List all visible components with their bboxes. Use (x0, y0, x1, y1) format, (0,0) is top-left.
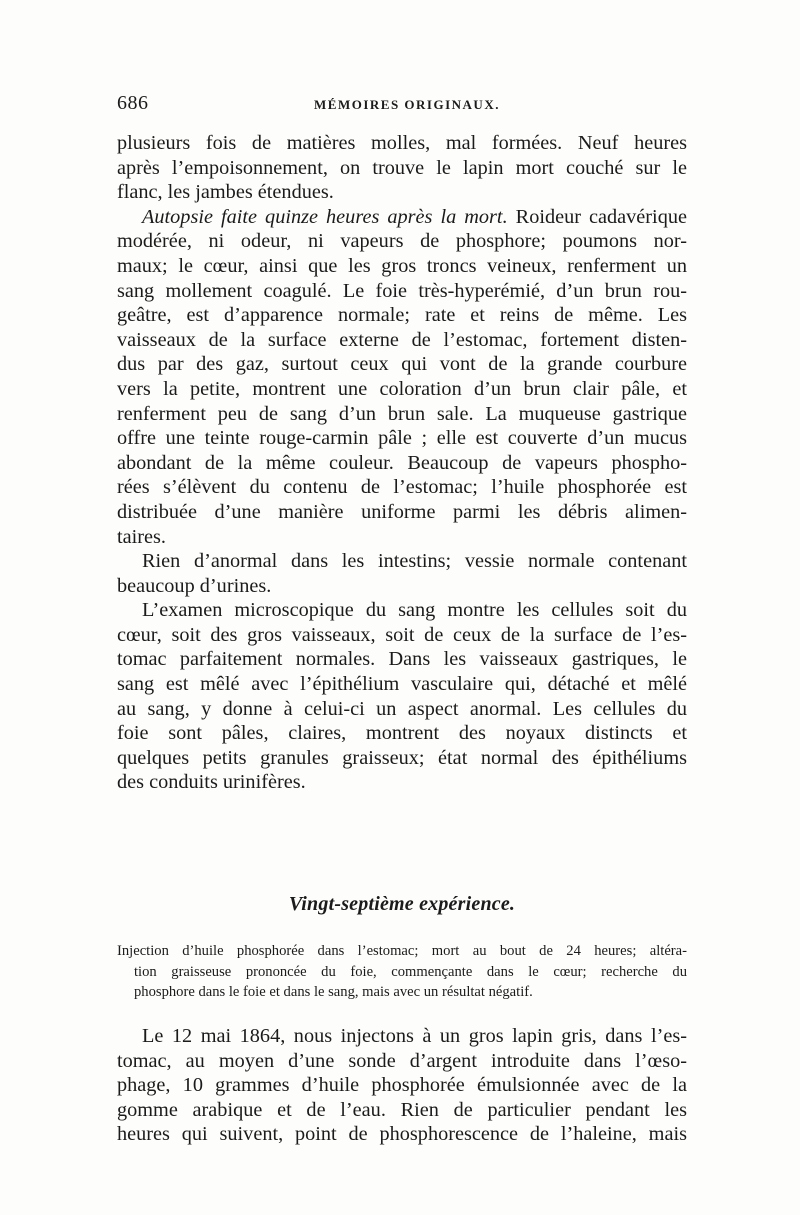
autopsy-line-rest: Roideur cadavérique (507, 205, 687, 228)
running-title: MÉMOIRES ORIGINAUX. (314, 97, 500, 112)
text-line: gomme arabique et de l’eau. Rien de particulier pendant les (117, 1098, 687, 1121)
text-line: vaisseaux de la surface externe de l’estomac, fortement disten- (117, 328, 687, 351)
experiment-summary (117, 941, 687, 1003)
text-line: renferment peu de sang d’un brun sale. La muqueuse gastrique (117, 402, 687, 425)
summary-line: tion graisseuse prononcée du foie, commençante dans le cœur; recherche du (134, 963, 687, 980)
text-line: des conduits urinifères. (117, 771, 306, 794)
text-line: modérée, ni odeur, ni vapeurs de phosphore; poumons nor- (117, 230, 687, 253)
text-line: plusieurs fois de matières molles, mal formées. Neuf heures (117, 132, 687, 154)
text-line: cœur, soit des gros vaisseaux, soit de ceux de la surface de l’es- (117, 623, 687, 646)
text-line: tomac parfaitement normales. Dans les vaisseaux gastriques, le (117, 648, 687, 671)
text-line: rées s’élèvent du contenu de l’estomac; l’huile phosphorée est (117, 476, 687, 499)
text-line: taires. (117, 525, 166, 548)
summary-line: phosphore dans le foie et dans le sang, mais avec un résultat négatif. (134, 984, 533, 1000)
text-line: vers la petite, montrent une coloration d’un brun clair pâle, et (117, 377, 687, 400)
text-line: maux; le cœur, ainsi que les gros troncs veineux, renferment un (117, 254, 687, 277)
text-line: beaucoup d’urines. (117, 574, 272, 597)
text-line: offre une teinte rouge-carmin pâle ; elle est couverte d’un mucus (117, 427, 687, 450)
text-line: quelques petits granules graisseux; état normal des épithéliums (117, 746, 687, 769)
body-text-upper (117, 131, 687, 795)
text-line: heures qui suivent, point de phosphorescence de l’haleine, mais (117, 1123, 687, 1146)
summary-line: Injection d’huile phosphorée dans l’estomac; mort au bout de 24 heures; altéra- (117, 943, 687, 959)
text-line: distribuée d’une manière uniforme parmi les débris alimen- (117, 500, 687, 523)
text-line: après l’empoisonnement, on trouve le lapin mort couché sur le (117, 156, 687, 179)
text-line: sang est mêlé avec l’épithélium vasculaire qui, détaché et mêlé (117, 673, 687, 696)
text-line: foie sont pâles, claires, montrent des noyaux distincts et (117, 722, 687, 745)
text-line: Le 12 mai 1864, nous injectons à un gros lapin gris, dans l’es- (142, 1025, 687, 1047)
text-line: flanc, les jambes étendues. (117, 181, 334, 204)
text-line: au sang, y donne à celui-ci un aspect anormal. Les cellules du (117, 697, 687, 720)
autopsy-italic-intro: Autopsie faite quinze heures après la mort. (142, 205, 508, 228)
text-line: dus par des gaz, surtout ceux qui vont de la grande courbure (117, 353, 687, 376)
text-line: Rien d’anormal dans les intestins; vessie normale contenant (142, 550, 687, 573)
section-title: Vingt-septième expérience. (288, 893, 516, 915)
body-text-lower (117, 1024, 687, 1147)
text-line: geâtre, est d’apparence normale; rate et reins de même. Les (117, 304, 687, 327)
text-line: sang mollement coagulé. Le foie très-hyperémié, d’un brun rou- (117, 279, 687, 302)
text-line: tomac, au moyen d’une sonde d’argent introduite dans l’œso- (117, 1049, 687, 1072)
page-number: 686 (117, 92, 149, 114)
text-line: abondant de la même couleur. Beaucoup de vapeurs phospho- (117, 451, 687, 474)
text-line: L’examen microscopique du sang montre les cellules soit du (142, 599, 687, 622)
autopsy-heading-line (117, 205, 687, 230)
text-line: phage, 10 grammes d’huile phosphorée émulsionnée avec de la (117, 1074, 687, 1097)
page-header (117, 92, 687, 122)
